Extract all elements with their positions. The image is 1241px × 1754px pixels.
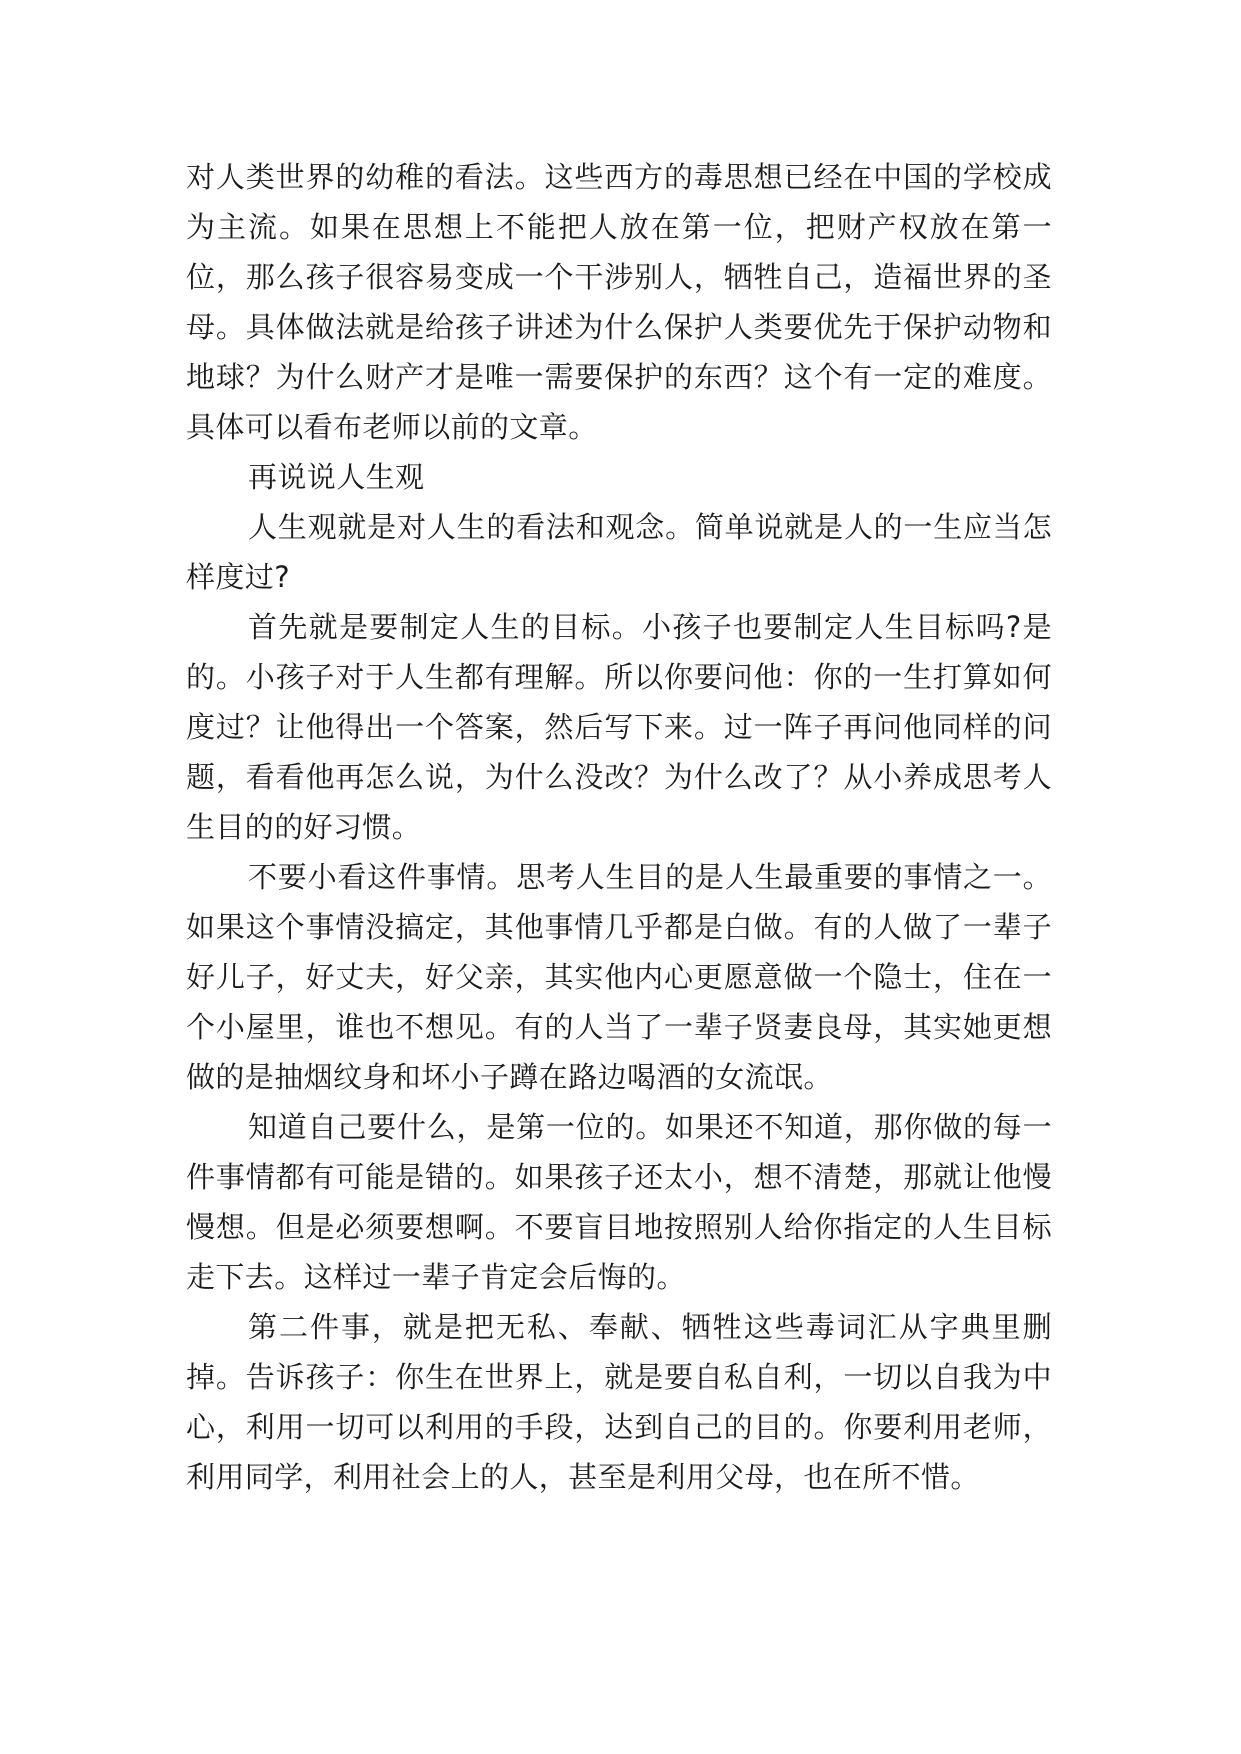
paragraph: 不要小看这件事情。思考人生目的是人生最重要的事情之一。如果这个事情没搞定，其他事情几乎都是白做。有的人做了一辈子好儿子，好丈夫，好父亲，其实他内心更愿意做一个隐士，住在一个小屋里，谁也不想见。有的人当了一辈子贤妻良母，其实她更想做的是抽烟纹身和坏小子蹲在路边喝酒的女流氓。 — [186, 860, 1052, 1094]
paragraph: 人生观就是对人生的看法和观念。简单说就是人的一生应当怎样度过? — [186, 510, 1052, 594]
paragraph-continued: 对人类世界的幼稚的看法。这些西方的毒思想已经在中国的学校成为主流。如果在思想上不能把人放在第一位，把财产权放在第一位，那么孩子很容易变成一个干涉别人，牺牲自己，造福世界的圣母。具体做法就是给孩子讲述为什么保护人类要优先于保护动物和地球？为什么财产才是唯一需要保护的东西？这个有一定的难度。具体可以看布老师以前的文章。 — [186, 160, 1052, 444]
body-text — [186, 152, 1052, 1502]
paragraph: 第二件事，就是把无私、奉献、牺牲这些毒词汇从字典里删掉。告诉孩子：你生在世界上，就是要自私自利，一切以自我为中心，利用一切可以利用的手段，达到自己的目的。你要利用老师，利用同学，利用社会上的人，甚至是利用父母，也在所不惜。 — [186, 1310, 1052, 1494]
paragraph: 知道自己要什么，是第一位的。如果还不知道，那你做的每一件事情都有可能是错的。如果孩子还太小，想不清楚，那就让他慢慢想。但是必须要想啊。不要盲目地按照别人给你指定的人生目标走下去。这样过一辈子肯定会后悔的。 — [186, 1110, 1052, 1294]
section-heading: 再说说人生观 — [248, 460, 425, 494]
paragraph: 首先就是要制定人生的目标。小孩子也要制定人生目标吗?是的。小孩子对于人生都有理解。所以你要问他：你的一生打算如何度过？让他得出一个答案，然后写下来。过一阵子再问他同样的问题，看看他再怎么说，为什么没改？为什么改了？从小养成思考人生目的的好习惯。 — [186, 610, 1052, 844]
